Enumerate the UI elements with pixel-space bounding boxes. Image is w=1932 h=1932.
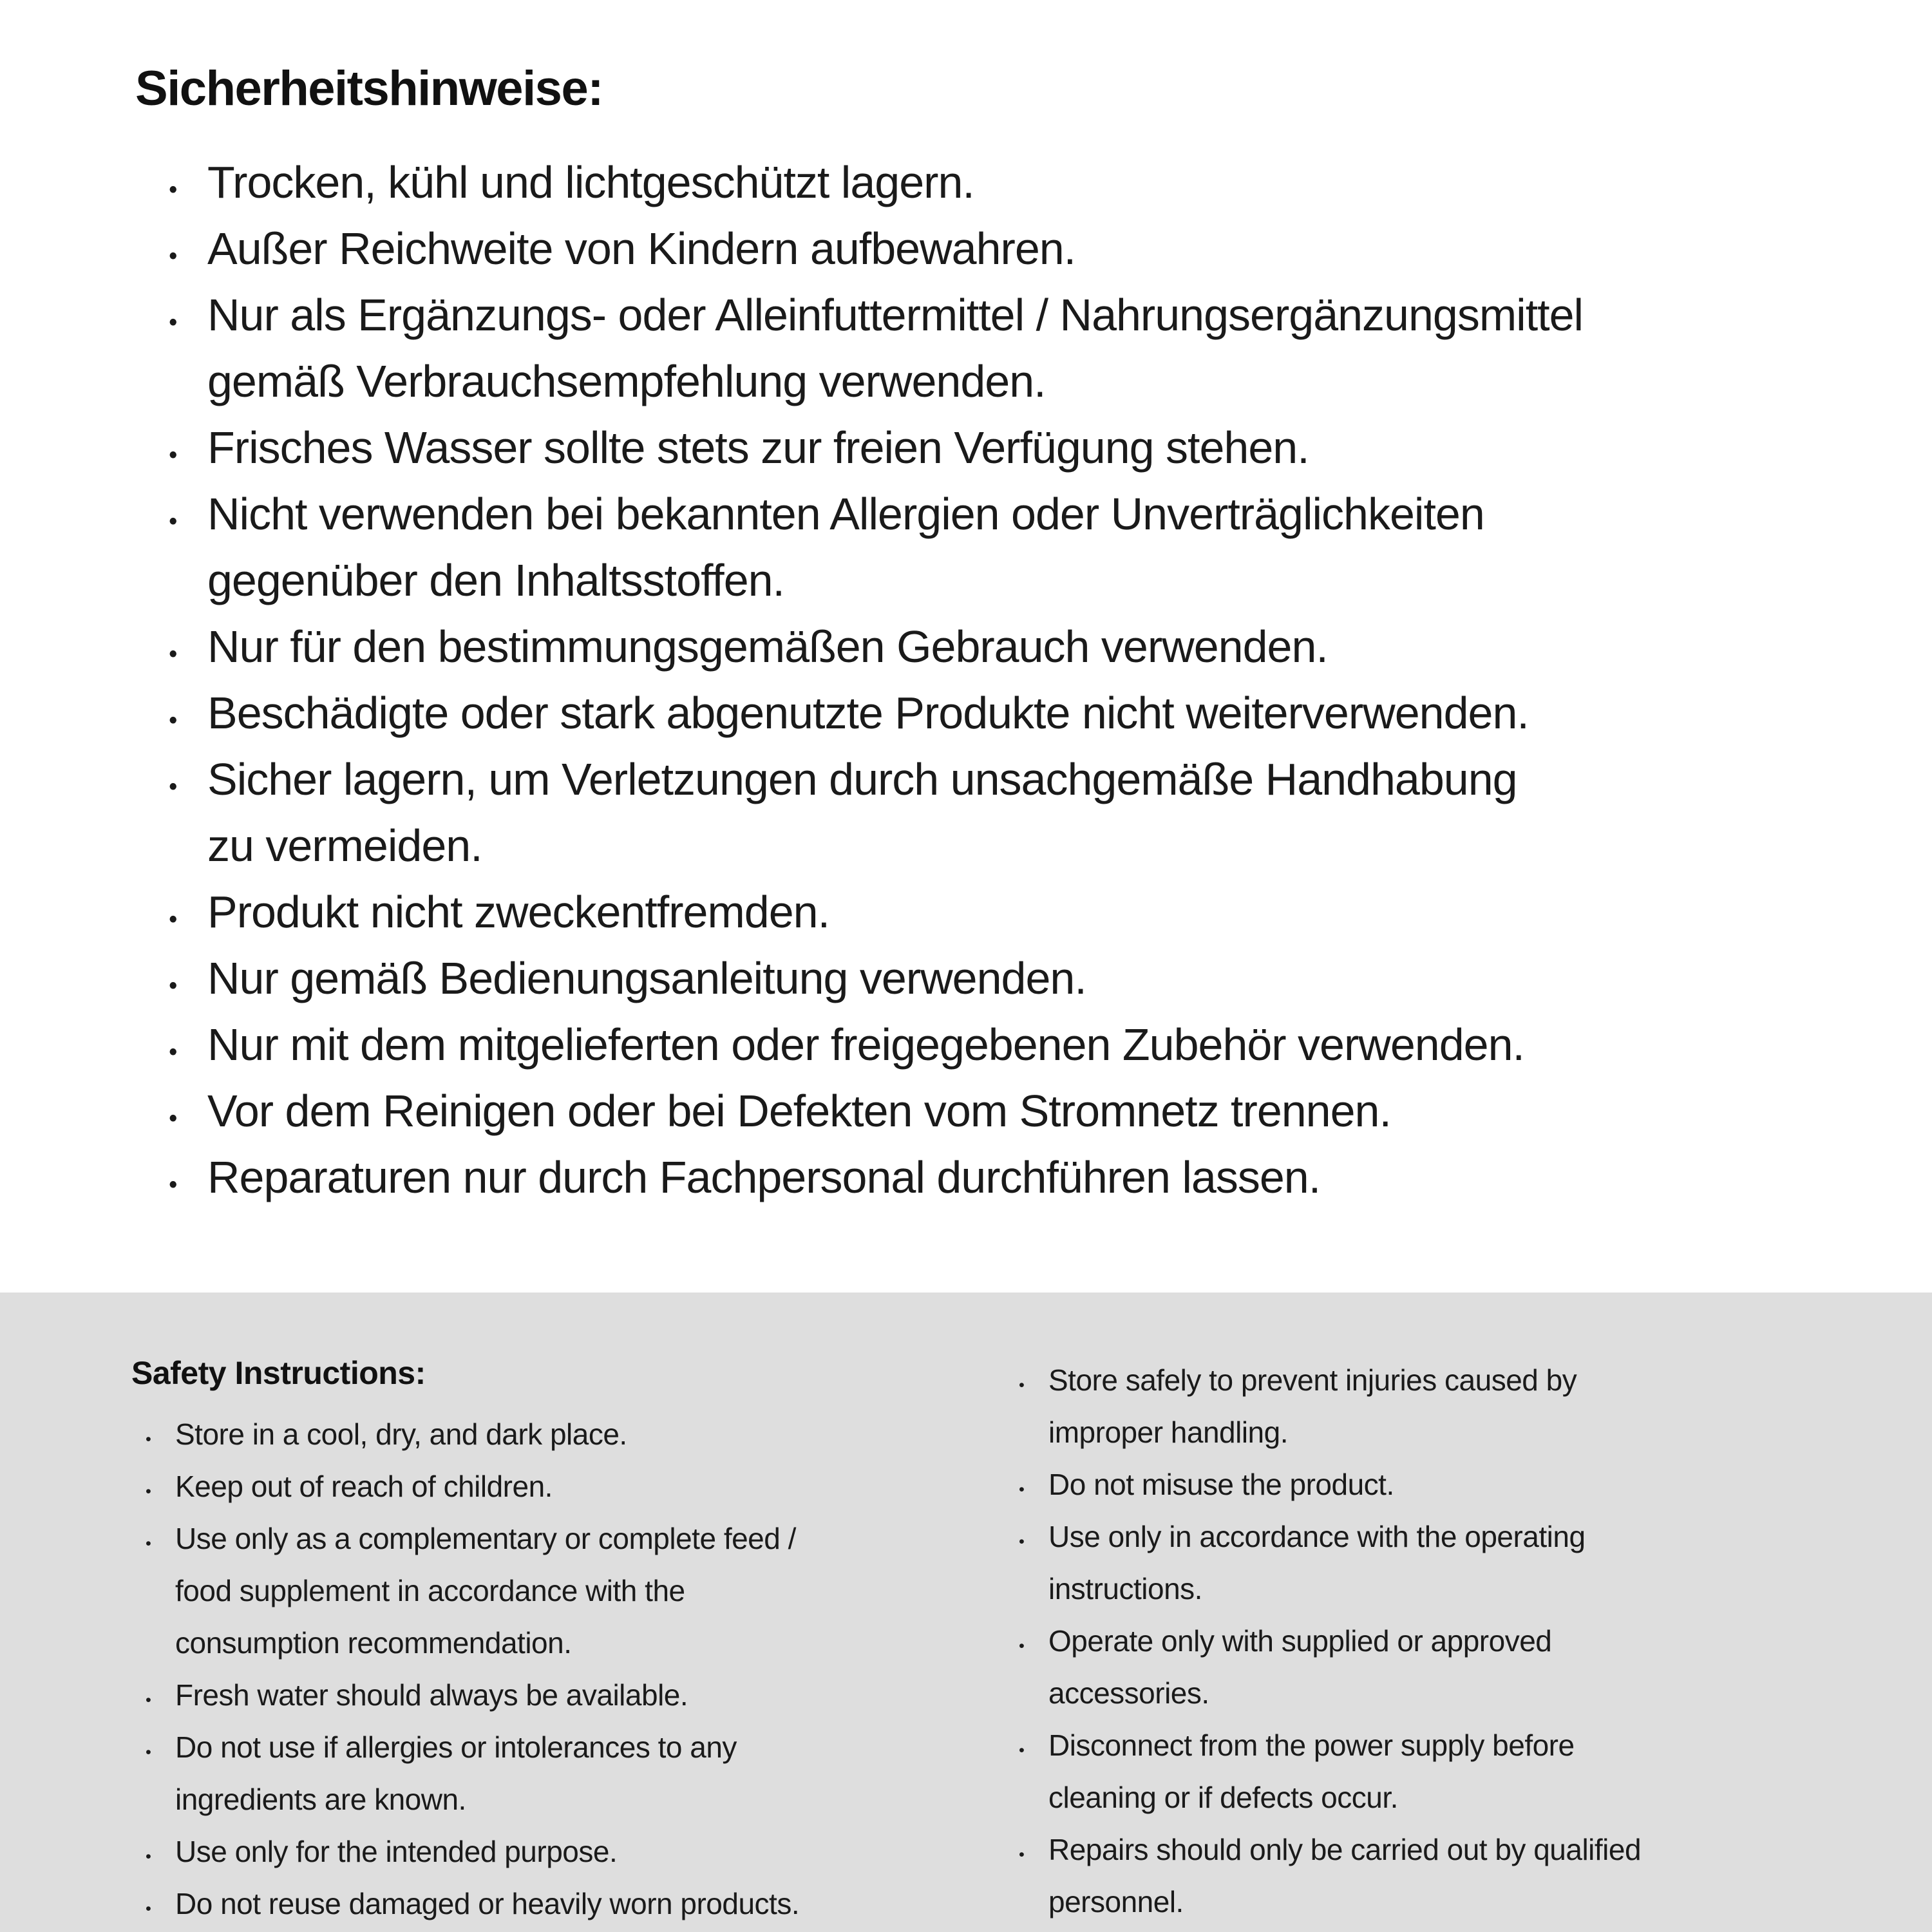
list-item-text: Nur gemäß Bedienungsanleitung verwenden. — [207, 953, 1086, 1003]
list-item-continuation — [169, 547, 1932, 614]
bullet-icon: • — [1019, 1637, 1025, 1655]
list-item-text: Außer Reichweite von Kindern aufbewahren. — [207, 223, 1076, 274]
list-item-text: Use only for the intended purpose. — [175, 1835, 618, 1868]
bullet-icon: • — [169, 1171, 177, 1198]
list-item-text: Operate only with supplied or approved — [1048, 1624, 1552, 1658]
list-item-text: gemäß Verbrauchsempfehlung verwenden. — [207, 356, 1046, 406]
list-item — [169, 1078, 1932, 1144]
list-item-text: Reparaturen nur durch Fachpersonal durchführen lassen. — [207, 1152, 1321, 1202]
list-item-text: consumption recommendation. — [175, 1626, 572, 1660]
list-item-text: instructions. — [1048, 1572, 1202, 1605]
bullet-icon: • — [169, 176, 177, 204]
bullet-icon: • — [169, 308, 177, 336]
list-item — [169, 149, 1932, 216]
list-item — [146, 1461, 1005, 1513]
bullet-icon: • — [1019, 1741, 1025, 1759]
list-item-text: food supplement in accordance with the — [175, 1574, 685, 1607]
list-item — [169, 945, 1932, 1012]
bullet-icon: • — [169, 1104, 177, 1132]
list-item — [169, 680, 1932, 746]
bullet-icon: • — [169, 905, 177, 933]
bullet-icon: • — [1019, 1376, 1025, 1394]
list-item — [1019, 1824, 1880, 1876]
list-item — [146, 1669, 1005, 1721]
bullet-icon: • — [169, 773, 177, 800]
list-item-continuation — [146, 1774, 1005, 1826]
list-item-text: ingredients are known. — [175, 1783, 466, 1816]
english-safety-panel — [0, 1293, 1932, 1932]
list-item — [169, 879, 1932, 945]
english-safety-heading: Safety Instructions: — [131, 1355, 426, 1391]
bullet-icon: • — [146, 1743, 151, 1761]
list-item-text: Trocken, kühl und lichtgeschützt lagern. — [207, 157, 974, 207]
list-item-continuation — [1019, 1667, 1880, 1719]
list-item — [1019, 1719, 1880, 1772]
list-item — [1019, 1511, 1880, 1563]
list-item — [146, 1513, 1005, 1565]
bullet-icon: • — [169, 441, 177, 469]
list-item-continuation — [169, 348, 1932, 415]
list-item-text: Do not misuse the product. — [1048, 1468, 1394, 1501]
list-item-continuation — [1019, 1406, 1880, 1459]
list-item-continuation — [146, 1565, 1005, 1617]
english-safety-list-left — [146, 1408, 1005, 1930]
list-item-continuation — [146, 1617, 1005, 1669]
list-item — [1019, 1459, 1880, 1511]
english-safety-list-right — [1019, 1354, 1880, 1928]
bullet-icon: • — [169, 507, 177, 535]
bullet-icon: • — [1019, 1533, 1025, 1551]
list-item-text: personnel. — [1048, 1885, 1184, 1918]
bullet-icon: • — [146, 1430, 151, 1448]
german-safety-list — [169, 149, 1932, 1211]
bullet-icon: • — [146, 1691, 151, 1709]
list-item — [1019, 1354, 1880, 1406]
bullet-icon: • — [146, 1535, 151, 1553]
list-item — [169, 216, 1932, 282]
bullet-icon: • — [169, 242, 177, 270]
list-item-text: Frisches Wasser sollte stets zur freien Verfügung stehen. — [207, 422, 1309, 473]
german-safety-heading: Sicherheitshinweise: — [135, 61, 603, 116]
list-item — [169, 415, 1932, 481]
list-item-text: Do not reuse damaged or heavily worn products. — [175, 1887, 800, 1920]
list-item-text: Beschädigte oder stark abgenutzte Produkte nicht weiterverwenden. — [207, 688, 1529, 738]
list-item — [169, 282, 1932, 348]
list-item — [169, 481, 1932, 547]
bullet-icon: • — [1019, 1481, 1025, 1499]
bullet-icon: • — [146, 1848, 151, 1866]
list-item-continuation — [1019, 1876, 1880, 1928]
list-item-text: gegenüber den Inhaltsstoffen. — [207, 555, 785, 605]
bullet-icon: • — [169, 706, 177, 734]
bullet-icon: • — [169, 1038, 177, 1066]
list-item — [169, 1144, 1932, 1211]
english-right-column — [1005, 1354, 1880, 1928]
list-item-text: Sicher lagern, um Verletzungen durch unsachgemäße Handhabung — [207, 754, 1517, 804]
list-item-text: Nur mit dem mitgelieferten oder freigegebenen Zubehör verwenden. — [207, 1019, 1524, 1070]
list-item — [169, 1012, 1932, 1078]
list-item-text: Store safely to prevent injuries caused by — [1048, 1363, 1577, 1397]
list-item-text: Vor dem Reinigen oder bei Defekten vom Stromnetz trennen. — [207, 1086, 1391, 1136]
list-item — [146, 1721, 1005, 1774]
bullet-icon: • — [146, 1482, 151, 1501]
list-item-text: cleaning or if defects occur. — [1048, 1781, 1398, 1814]
bullet-icon: • — [146, 1900, 151, 1918]
list-item-text: Use only as a complementary or complete feed / — [175, 1522, 796, 1555]
list-item — [146, 1408, 1005, 1461]
list-item-text: accessories. — [1048, 1676, 1209, 1710]
list-item-text: zu vermeiden. — [207, 820, 482, 871]
list-item-text: Do not use if allergies or intolerances to any — [175, 1730, 737, 1764]
list-item-text: Nicht verwenden bei bekannten Allergien oder Unverträglichkeiten — [207, 489, 1484, 539]
list-item-text: Nur für den bestimmungsgemäßen Gebrauch verwenden. — [207, 621, 1328, 672]
bullet-icon: • — [169, 972, 177, 999]
english-left-column — [131, 1354, 1005, 1930]
list-item — [169, 614, 1932, 680]
list-item — [1019, 1615, 1880, 1667]
list-item-text: Use only in accordance with the operating — [1048, 1520, 1586, 1553]
list-item-continuation — [169, 813, 1932, 879]
bullet-icon: • — [169, 640, 177, 668]
list-item-text: Repairs should only be carried out by qualified — [1048, 1833, 1642, 1866]
list-item — [169, 746, 1932, 813]
list-item-continuation — [1019, 1772, 1880, 1824]
list-item-text: Produkt nicht zweckentfremden. — [207, 887, 830, 937]
list-item-text: Disconnect from the power supply before — [1048, 1728, 1575, 1762]
list-item-text: improper handling. — [1048, 1416, 1289, 1449]
list-item-text: Keep out of reach of children. — [175, 1470, 553, 1503]
list-item — [146, 1826, 1005, 1878]
bullet-icon: • — [1019, 1846, 1025, 1864]
list-item-text: Fresh water should always be available. — [175, 1678, 688, 1712]
list-item-continuation — [1019, 1563, 1880, 1615]
list-item-text: Nur als Ergänzungs- oder Alleinfuttermittel / Nahrungsergänzungsmittel — [207, 290, 1584, 340]
list-item-text: Store in a cool, dry, and dark place. — [175, 1417, 627, 1451]
list-item — [146, 1878, 1005, 1930]
